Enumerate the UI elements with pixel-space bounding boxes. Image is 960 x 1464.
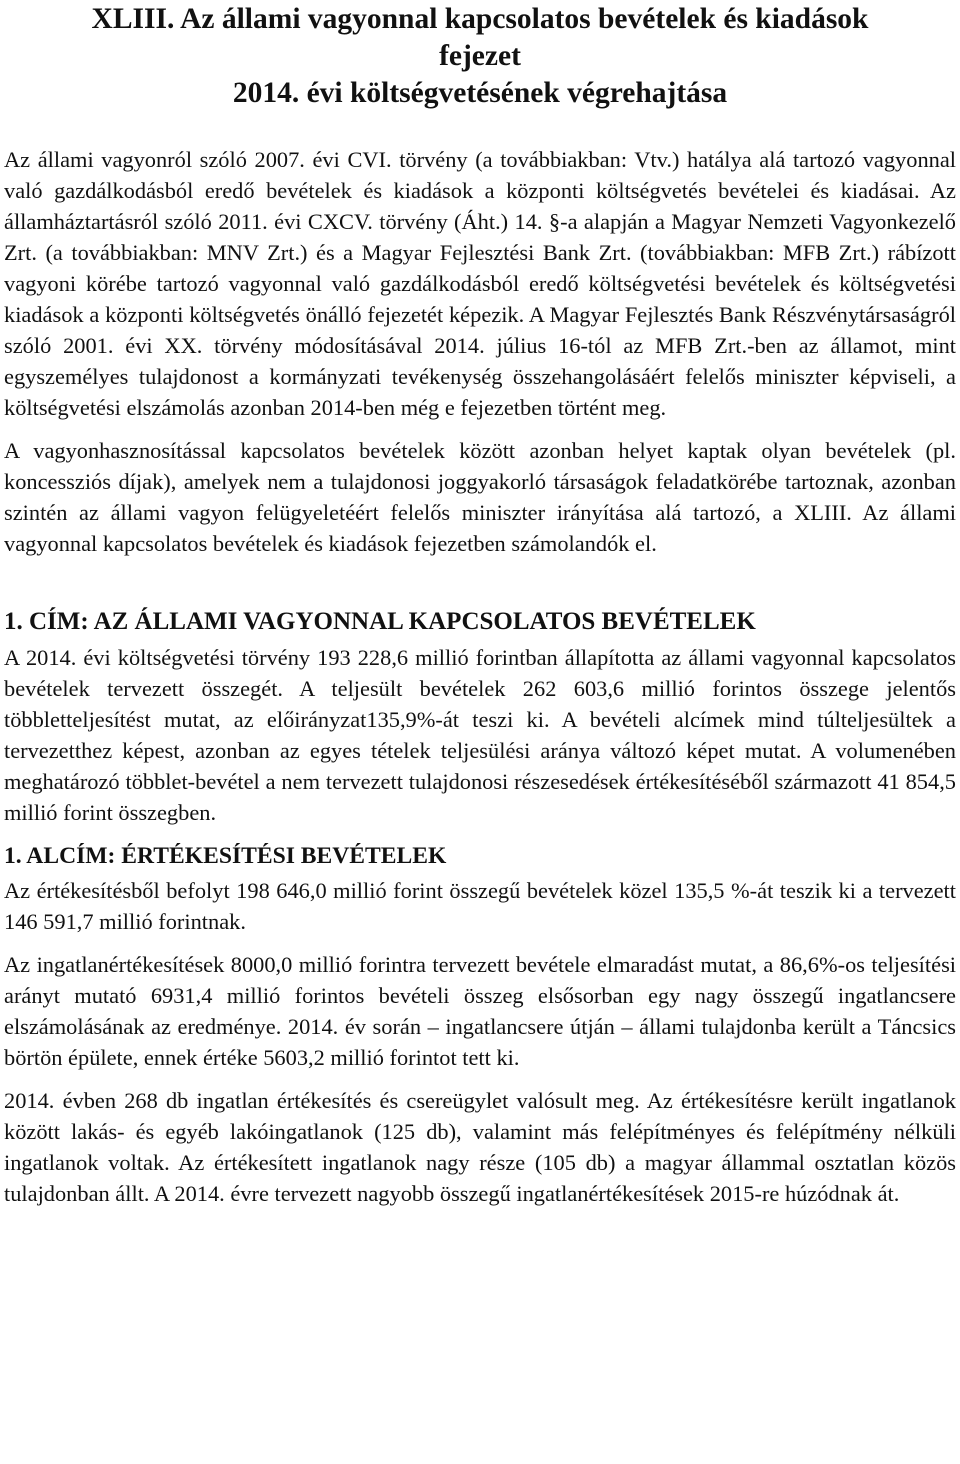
paragraph-concession-revenues: A vagyonhasznosítással kapcsolatos bevételek között azonban helyet kaptak olyan bevételek (pl. koncessziós díjak), amelyek nem a tulajdonosi joggyakorló társaságok feladatkörébe tartoznak, azonban szintén az állami vagyon felügyeletéért felelős miniszter irányítása alá tartozó, a XLIII. Az állami vagyonnal kapcsolatos bevételek és kiadások fejezetben számolandók el. [4,438,956,556]
paragraph-real-estate-sales: Az ingatlanértékesítések 8000,0 millió forintra tervezett bevétele elmaradást mutat, a 86,6%-os teljesítési arányt mutató 6931,4 millió forintos bevételi összeg elsősorban egy nagy összegű ingatlancsere elszámolásának az eredménye. 2014. év során – ingatlancsere útján – állami tulajdonba került a Táncsics börtön épülete, ennek értéke 5603,2 millió forintot tett ki. [4,952,956,1070]
section-heading-subtitle-1: 1. ALCÍM: ÉRTÉKESÍTÉSI BEVÉTELEK [4,843,447,869]
paragraph-legal-basis: Az állami vagyonról szóló 2007. évi CVI. törvény (a továbbiakban: Vtv.) hatálya alá tartozó vagyonnal való gazdálkodásból eredő bevételek és kiadások a központi költségvetés bevételei és kiadásai. Az államháztartásról szóló 2011. évi CXCV. törvény (Áht.) 14. §-a alapján a Magyar Nemzeti Vagyonkezelő Zrt. (a továbbiakban: MNV Zrt.) és a Magyar Fejlesztési Bank Zrt. (továbbiakban: MFB Zrt.) rábízott vagyoni körébe tartozó vagyonnal való gazdálkodásból eredő költségvetési bevételek és költségvetési kiadások a központi költségvetés önálló fejezetét képezik. A Magyar Fejlesztés Bank Részvénytársaságról szóló 2001. évi XX. törvény módosításával 2014. július 16-tól az MFB Zrt.-ben az államot, mint egyszemélyes tulajdonost a kormányzati tevékenység összehangolásáért felelős miniszter képviseli, a költségvetési elszámolás azonban 2014-ben még e fejezetben történt meg. [4,147,956,420]
paragraph-revenue-summary: A 2014. évi költségvetési törvény 193 228,6 millió forintban állapította az állami vagyonnal kapcsolatos bevételek tervezett összegét. A teljesült bevételek 262 603,6 millió forintos összege jelentős többletteljesítést mutat, az előirányzat135,9%-át teszi ki. A bevételi alcímek mind túlteljesültek a tervezetthez képest, azonban az egyes tételek teljesülési aránya változó képet mutat. A volumenében meghatározó többlet-bevétel a nem tervezett tulajdonosi részesedések értékesítéséből származott 41 854,5 millió forint összegben. [4,645,956,825]
title-line-1: XLIII. Az állami vagyonnal kapcsolatos bevételek és kiadások [91,3,869,35]
paragraph-transactions-2014: 2014. évben 268 db ingatlan értékesítés és csereügylet valósult meg. Az értékesítésre került ingatlanok között lakás- és egyéb lakóingatlanok (125 db), valamint más felépítményes és felépítmény nélküli ingatlanok voltak. Az értékesített ingatlanok nagy része (105 db) a magyar állammal osztatlan közös tulajdonban állt. A 2014. évre tervezett nagyobb összegű ingatlanértékesítések 2015-re húzódnak át. [4,1088,956,1206]
title-line-3: 2014. évi költségvetésének végrehajtása [232,77,728,109]
title-line-2: fejezet [439,40,521,72]
document-page [4,0,956,1209]
paragraph-sales-revenue: Az értékesítésből befolyt 198 646,0 millió forint összegű bevételek közel 135,5 %-át teszik ki a tervezett 146 591,7 millió forintnak. [4,878,956,934]
document-title [4,0,956,112]
section-heading-title-1: 1. CÍM: AZ ÁLLAMI VAGYONNAL KAPCSOLATOS BEVÉTELEK [4,608,756,635]
